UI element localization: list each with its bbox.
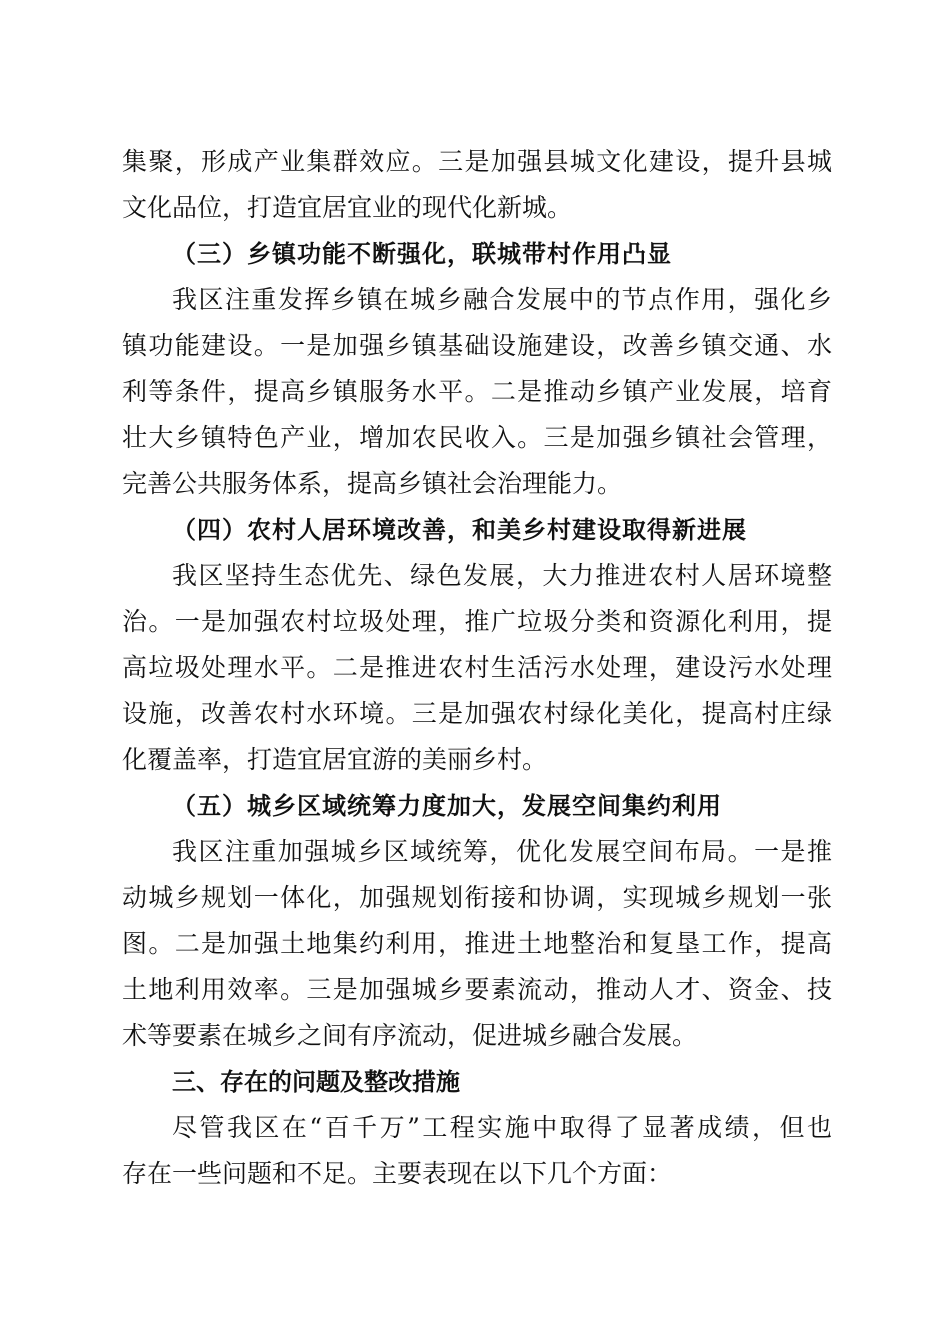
body-line: 完善公共服务体系，提高乡镇社会治理能力。 [122,469,623,498]
body-line: 治。一是加强农村垃圾处理，推广垃圾分类和资源化利用，提 [122,607,832,636]
body-line: 高垃圾处理水平。二是推进农村生活污水处理，建设污水处理 [122,653,832,682]
body-line: 壮大乡镇特色产业，增加农民收入。三是加强乡镇社会管理， [122,423,832,452]
chapter-heading: 三、存在的问题及整改措施 [172,1068,460,1096]
body-line: 图。二是加强土地集约利用，推进土地整治和复垦工作，提高 [122,929,832,958]
body-line: 术等要素在城乡之间有序流动，促进城乡融合发展。 [122,1021,698,1050]
section-heading: （三）乡镇功能不断强化，联城带村作用凸显 [172,239,672,268]
section-heading: （五）城乡区域统筹力度加大，发展空间集约利用 [172,791,722,820]
body-line: 集聚，形成产业集群效应。三是加强县城文化建设，提升县城 [122,147,832,176]
body-line: 镇功能建设。一是加强乡镇基础设施建设，改善乡镇交通、水 [122,331,832,360]
body-line: 我区注重发挥乡镇在城乡融合发展中的节点作用，强化乡 [172,285,832,314]
body-line: 我区坚持生态优先、绿色发展，大力推进农村人居环境整 [172,561,832,590]
section-heading: （四）农村人居环境改善，和美乡村建设取得新进展 [172,515,747,544]
body-line: 土地利用效率。三是加强城乡要素流动，推动人才、资金、技 [122,975,832,1004]
body-line: 化覆盖率，打造宜居宜游的美丽乡村。 [122,745,548,774]
body-line: 我区注重加强城乡区域统筹，优化发展空间布局。一是推 [172,837,832,866]
body-line: 尽管我区在“百千万”工程实施中取得了显著成绩，但也 [172,1113,832,1142]
body-line: 存在一些问题和不足。主要表现在以下几个方面： [122,1159,673,1188]
body-line: 动城乡规划一体化，加强规划衔接和协调，实现城乡规划一张 [122,883,832,912]
body-line: 文化品位，打造宜居宜业的现代化新城。 [122,193,573,222]
body-line: 利等条件，提高乡镇服务水平。二是推动乡镇产业发展，培育 [122,377,832,406]
body-line: 设施，改善农村水环境。三是加强农村绿化美化，提高村庄绿 [122,699,832,728]
